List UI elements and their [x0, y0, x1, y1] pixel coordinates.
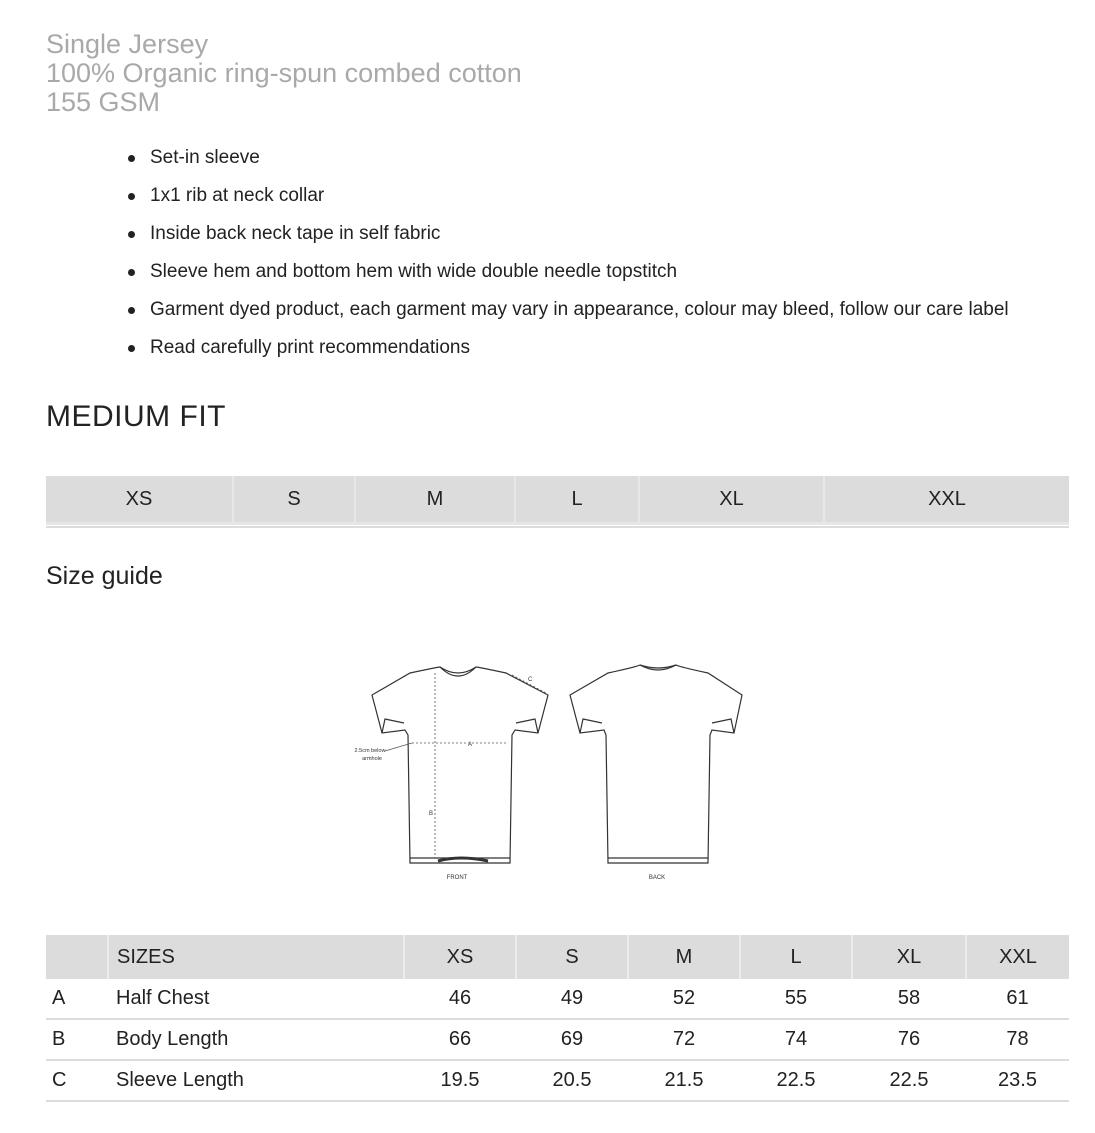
- front-tshirt-outline: [372, 667, 548, 863]
- header-size-s: S: [516, 935, 628, 979]
- header-sizes-label: SIZES: [108, 935, 404, 979]
- size-option-m[interactable]: M: [356, 476, 516, 522]
- size-option-xxl[interactable]: XXL: [928, 488, 966, 510]
- feature-item: [128, 258, 1009, 296]
- size-option-l[interactable]: L: [516, 476, 640, 522]
- feature-item: [128, 334, 1009, 372]
- front-label: FRONT: [446, 875, 468, 881]
- table-row: [46, 1060, 1069, 1101]
- fabric-type: Single Jersey: [46, 29, 209, 59]
- header-size-m: M: [628, 935, 740, 979]
- feature-item: [128, 296, 1009, 334]
- feature-text: Read carefully print recommendations: [150, 337, 470, 358]
- size-option-xl[interactable]: XL: [640, 476, 825, 522]
- mark-c-label: C: [528, 677, 533, 683]
- table-cell: 20.5: [516, 1060, 628, 1101]
- size-option-s[interactable]: S: [234, 476, 356, 522]
- bullet-icon: [128, 155, 135, 162]
- table-cell: 55: [740, 979, 852, 1019]
- back-tshirt-outline: [570, 665, 742, 863]
- fit-title: MEDIUM FIT: [46, 400, 226, 433]
- feature-item: [128, 144, 1009, 182]
- table-cell: 22.5: [740, 1060, 852, 1101]
- row-letter: A: [46, 979, 108, 1019]
- table-cell: 78: [966, 1019, 1069, 1060]
- mark-b-label: B: [428, 811, 433, 817]
- header-blank-cell: [46, 935, 108, 979]
- bullet-icon: [128, 307, 135, 314]
- back-label: BACK: [648, 875, 666, 881]
- bullet-icon: [128, 345, 135, 352]
- mark-a-label: A: [467, 742, 473, 748]
- row-letter: C: [46, 1060, 108, 1101]
- header-size-l: L: [740, 935, 852, 979]
- measurement-lines: [412, 673, 546, 858]
- size-guide-title: Size guide: [46, 562, 163, 590]
- feature-text: Inside back neck tape in self fabric: [150, 223, 441, 244]
- size-table-header-row: [46, 935, 1069, 979]
- header-size-xxl: XXL: [966, 935, 1069, 979]
- feature-list: [128, 144, 1009, 372]
- table-row: [46, 979, 1069, 1019]
- table-cell: 21.5: [628, 1060, 740, 1101]
- table-cell: 52: [628, 979, 740, 1019]
- table-cell: 74: [740, 1019, 852, 1060]
- size-bar: [46, 476, 1069, 525]
- bullet-icon: [128, 193, 135, 200]
- header-size-xs: XS: [404, 935, 516, 979]
- table-cell: 49: [516, 979, 628, 1019]
- feature-text: Set-in sleeve: [150, 147, 260, 168]
- table-cell: 72: [628, 1019, 740, 1060]
- feature-text: 1x1 rib at neck collar: [150, 185, 325, 206]
- fabric-weight: 155 GSM: [46, 87, 161, 117]
- row-measurement-name: Half Chest: [108, 979, 404, 1019]
- table-cell: 58: [852, 979, 966, 1019]
- feature-text: Garment dyed product, each garment may vary in appearance, colour may bleed, follow our care label: [150, 299, 1009, 320]
- table-cell: 76: [852, 1019, 966, 1060]
- armhole-note-line1: 2.5cm below: [354, 748, 386, 754]
- header-size-xl: XL: [852, 935, 966, 979]
- size-table: [46, 935, 1069, 1102]
- feature-item: [128, 182, 1009, 220]
- table-cell: 69: [516, 1019, 628, 1060]
- fabric-composition: 100% Organic ring-spun combed cotton: [46, 58, 522, 88]
- row-letter: B: [46, 1019, 108, 1060]
- table-cell: 46: [404, 979, 516, 1019]
- bullet-icon: [128, 231, 135, 238]
- table-cell: 19.5: [404, 1060, 516, 1101]
- row-measurement-name: Sleeve Length: [108, 1060, 404, 1101]
- feature-text: Sleeve hem and bottom hem with wide double needle topstitch: [150, 261, 678, 282]
- table-cell: 22.5: [852, 1060, 966, 1101]
- table-cell: 23.5: [966, 1060, 1069, 1101]
- row-measurement-name: Body Length: [108, 1019, 404, 1060]
- tshirt-diagram: [340, 655, 760, 885]
- armhole-note-line2: armhole: [362, 756, 382, 762]
- feature-item: [128, 220, 1009, 258]
- size-option-xs[interactable]: XS: [46, 476, 234, 522]
- product-spec-header: [46, 30, 522, 117]
- table-cell: 61: [966, 979, 1069, 1019]
- table-row: [46, 1019, 1069, 1060]
- divider: [46, 526, 1069, 528]
- bullet-icon: [128, 269, 135, 276]
- table-cell: 66: [404, 1019, 516, 1060]
